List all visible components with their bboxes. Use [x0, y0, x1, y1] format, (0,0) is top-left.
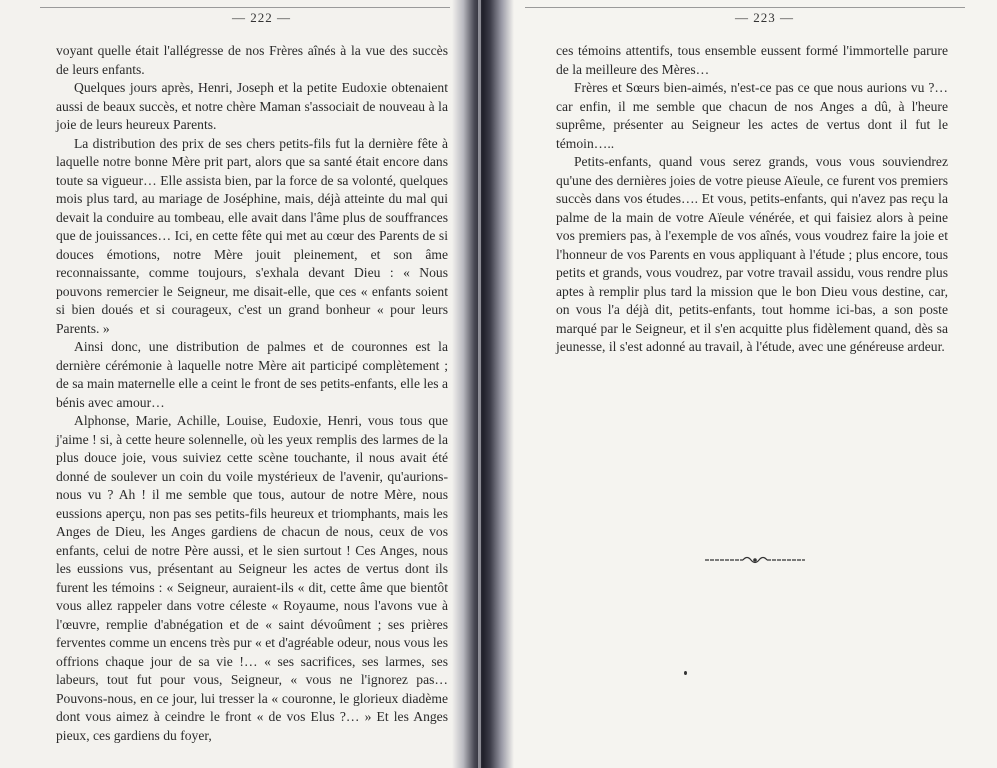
paragraph: Ainsi donc, une distribution de palmes et de couronnes est la dernière cérémonie à laquelle notre Mère ait participé complètement ; de sa main maternelle elle a ceint le front de ses petits-enfants, elle les a bénis avec amour…	[56, 339, 448, 410]
left-page-text	[56, 42, 448, 745]
paragraph: Quelques jours après, Henri, Joseph et la petite Eudoxie obtenaient aussi de beaux succès, et notre chère Maman s'associait de nouveau à la joie de leurs heureux Parents.	[56, 80, 448, 132]
page-number: — 223 —	[735, 10, 794, 25]
left-page	[0, 0, 478, 768]
top-edge-rule	[525, 7, 965, 8]
paragraph: Frères et Sœurs bien-aimés, n'est-ce pas ce que nous aurions vu ?… car enfin, il me semble que chacun de nos Anges a dû, à l'heure suprême, présenter au Seigneur les actes de vertus dont il fut le témoin…..	[556, 80, 948, 151]
paragraph: Petits-enfants, quand vous serez grands, vous vous souviendrez qu'une des dernières joies de votre pieuse Aïeule, ce furent vos premiers succès dans vos études…. Et vous, petits-enfants, qui n'avez pas reçu la palme de la main de votre Aïeule vénérée, et qui faisiez alors à peine vos premiers pas, à l'exemple de vos aînés, vous voudrez faire la joie et l'honneur de vos Parents en vous appliquant à l'étude ; plus encore, tous petits et grands, vous voudrez, par votre travail assidu, vous rendre plus aptes à remplir plus tard la mission que le bon Dieu vous destine, car, on vous l'a déjà dit, petits-enfants, tout homme ici-bas, a son poste marqué par le Seigneur, et il s'en acquitte plus fidèlement quand, dès sa jeunesse, il s'est adonné au travail, à l'étude, avec une généreuse ardeur.	[556, 154, 949, 354]
paragraph: ces témoins attentifs, tous ensemble eussent formé l'immortelle parure de la meilleure des Mères…	[556, 43, 948, 77]
top-edge-rule	[40, 7, 450, 8]
paragraph: La distribution des prix de ses chers petits-fils fut la dernière fête à laquelle notre bonne Mère prit part, alors que sa santé était encore dans toute sa vigueur… Elle assista bien, par la force de sa volonté, quelques mois plus tard, au mariage de Joséphine, mais, déjà atteinte du mal qui devait la conduire au tombeau, elle avait dans l'âme plus de souffrances que de jouissances… Ici, en cette fête qui met au cœur des Parents de si douces émotions, notre Mère jouit pleinement, et son âme reconnaissante, comme toujours, s'exhala devant Dieu : « Nous pouvons remercier le Seigneur, me disait-elle, que ces « enfants soient si bien doués et si courageux, c'est un grand bonheur « pour leurs Parents. »	[56, 135, 448, 336]
ornament-icon	[705, 553, 805, 567]
paragraph: voyant quelle était l'allégresse de nos Frères aînés à la vue des succès de leurs enfants.	[56, 43, 448, 77]
gutter-highlight	[478, 0, 481, 768]
page-number: — 222 —	[232, 10, 291, 25]
ink-speck	[684, 671, 687, 675]
right-page-text	[556, 42, 948, 357]
book-gutter	[452, 0, 514, 768]
paragraph: Alphonse, Marie, Achille, Louise, Eudoxie, Henri, vous tous que j'aime ! si, à cette heure solennelle, où les yeux remplis des larmes de la plus douce joie, vous suiviez cette scène touchante, il nous avait été donné de soulever un coin du voile mystérieux de l'avenir, qu'aurions-nous vu ? Ah ! il me semble que tous, autour de notre Mère, nous eussions aperçu, non pas ses petits-fils heureux et triomphants, mais les Anges de Dieu, les Anges gardiens de chacun de nous, ceux de vos enfants, celui de notre Père aussi, et le sien surtout ! Ces Anges, nous les eussions vus, présentant au Seigneur les actes de vertus dont ils furent les témoins : « Seigneur, auraient-ils « dit, cette âme que bientôt vous allez rappeler dans votre céleste « Royaume, nous l'avons vue à l'œuvre, remplie d'abnégation et de « saint dévoûment ; ses prières ferventes comme un encens très pur « et d'agréable odeur, nous vous les offrions chaque jour de sa vie !… « ses sacrifices, ses larmes, ses labeurs, tout fut pour vous, Seigneur, « vous ne l'ignorez pas… Pouvons-nous, en ce jour, lui tresser la « couronne, le glorieux diadème dont vous aimez à ceindre le front « de vos Elus ?… » Et les Anges pieux, ces gardiens du foyer,	[56, 413, 448, 743]
